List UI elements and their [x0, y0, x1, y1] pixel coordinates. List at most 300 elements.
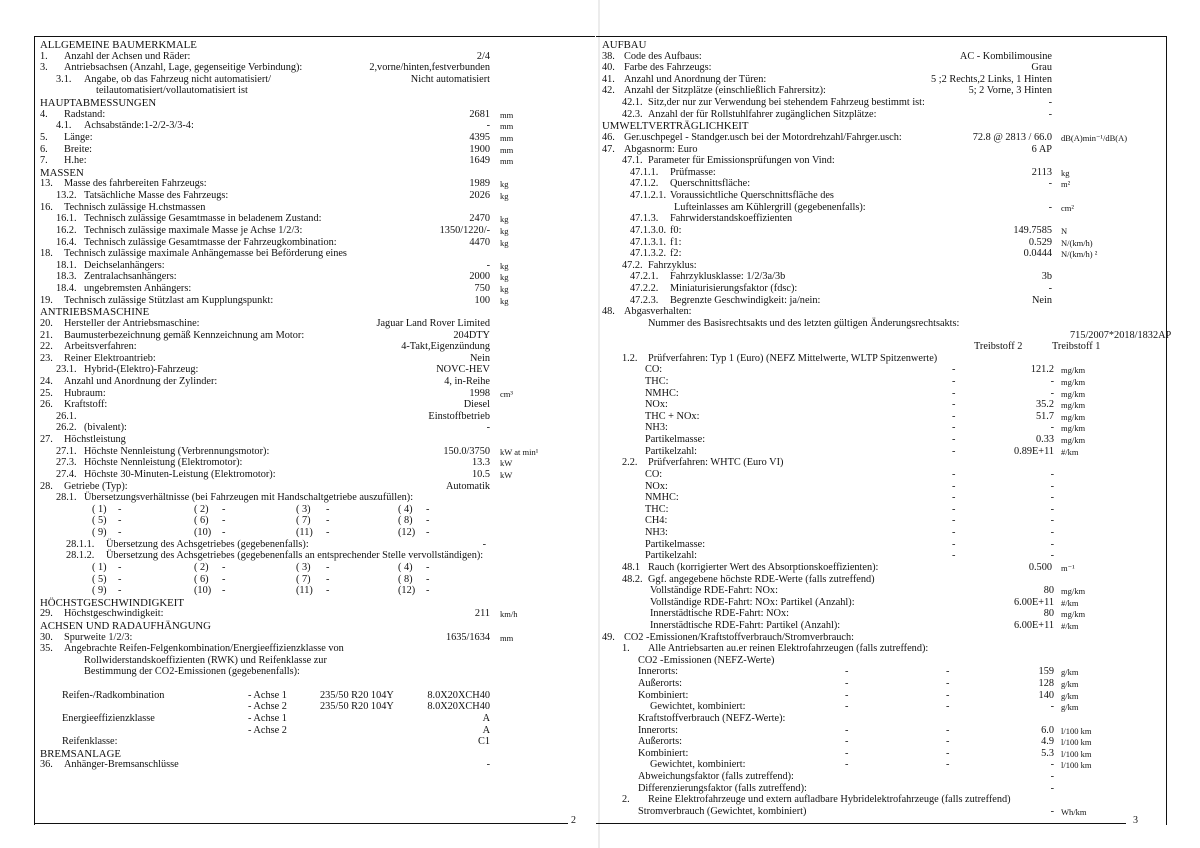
item-number: 47.1.3.2. [630, 248, 667, 260]
emission-fuel2: - [952, 468, 956, 480]
gear-index: ( 6) [194, 515, 209, 527]
unit: m² [1061, 179, 1071, 190]
item-label: Anzahl und Anordnung der Türen: [624, 73, 767, 85]
item-value: Einstoffbetrieb [428, 410, 490, 422]
item-label: Übersetzung des Achsgetriebes (gegebenenfalls an entsprechender Stelle vervollständigen): [106, 550, 484, 562]
item-number: 26.1. [56, 410, 77, 422]
gear-value: - [118, 585, 122, 597]
item-value: - [486, 120, 490, 132]
unit: mg/km [1061, 388, 1086, 399]
unit: mm [500, 632, 514, 643]
unit: mg/km [1061, 400, 1086, 411]
item-value: 149.7585 [1013, 224, 1052, 236]
item-label: Höchstgeschwindigkeit: [64, 608, 164, 620]
emission-label: NOx: [645, 399, 668, 411]
item-label: Hersteller der Antriebsmaschine: [64, 317, 200, 329]
factor-label: Abweichungsfaktor (falls zutreffend): [638, 771, 794, 783]
item-number: 47.1.3.0. [630, 224, 667, 236]
gear-index: ( 5) [92, 573, 107, 585]
section-heading: ANTRIEBSMASCHINE [40, 306, 150, 319]
gear-index: (12) [398, 527, 416, 539]
emission-label: Partikelmasse: [645, 538, 706, 550]
item-number: 47.2.2. [630, 283, 659, 295]
emission-fuel2: - [952, 410, 956, 422]
emission-label: THC: [645, 375, 669, 387]
item-label: f1: [670, 236, 682, 248]
consumption-value: 4.9 [1041, 736, 1054, 748]
unit: #/km [1061, 621, 1079, 631]
item-label: Achsabstände:1-2/2-3/3-4: [84, 120, 194, 132]
item-label: Nummer des Basisrechtsakts und des letzten gültigen Änderungsrechtsakts: [648, 317, 960, 329]
item-number: 38. [602, 50, 615, 62]
gear-index: ( 7) [296, 573, 311, 585]
emission-fuel2: - [952, 422, 956, 434]
item-number: 4.1. [56, 120, 72, 132]
emission-fuel1: - [1050, 503, 1054, 515]
section-heading: ACHSEN UND RADAUFHÄNGUNG [40, 620, 211, 632]
gear-index: ( 1) [92, 503, 107, 515]
emission-fuel2: - [952, 527, 956, 539]
item-number: 23. [40, 352, 53, 364]
item-number: 47.2.3. [630, 294, 659, 306]
left-page-frame [34, 36, 595, 825]
unit: #/km [1061, 597, 1079, 608]
rde-label: Innerstädtische RDE-Fahrt: Partikel (Anzahl): [650, 620, 841, 631]
value: - [1050, 805, 1054, 817]
rde-value: 80 [1043, 608, 1054, 620]
consumption-label: Außerorts: [638, 736, 683, 748]
gear-value: - [326, 561, 330, 573]
unit: kg [500, 284, 509, 295]
unit: kW [500, 469, 513, 480]
item-label: teilautomatisiert/vollautomatisiert ist [96, 85, 248, 97]
item-value: 0.529 [1028, 236, 1052, 248]
consumption-col2: - [946, 759, 950, 771]
item-label: Prüfmasse: [670, 166, 716, 178]
rde-label: Vollständige RDE-Fahrt: NOx: [650, 585, 778, 597]
gear-value: - [222, 561, 226, 573]
unit: N/(km/h) [1061, 237, 1093, 248]
item-number: 46. [602, 131, 615, 143]
gear-value: - [426, 527, 430, 539]
gear-value: - [326, 527, 330, 539]
item-value: 150.0/3750 [443, 445, 490, 457]
unit: mg/km [1061, 411, 1086, 422]
section-heading: UMWELTVERTRÄGLICHKEIT [602, 120, 749, 133]
unit: N [1061, 225, 1068, 236]
rim-value: A [482, 712, 490, 724]
item-value: - [486, 759, 490, 771]
emission-fuel1: - [1050, 468, 1054, 480]
item-label: Bestimmung der CO2-Emissionen (gegebenenfalls): [84, 666, 300, 678]
item-value: Nein [1031, 294, 1052, 306]
item-label: Anzahl der für Rollstuhlfahrer zugänglichen Sitzplätze: [648, 108, 877, 120]
item-number: 27.4. [56, 468, 77, 480]
emission-fuel2: - [952, 550, 956, 562]
unit: kg [500, 295, 509, 306]
item-value: 211 [474, 608, 490, 620]
item-label: Spurweite 1/2/3: [64, 631, 133, 643]
item-value: - [1048, 97, 1052, 109]
item-value: 4, in-Reihe [444, 375, 490, 387]
factor-value: - [1050, 771, 1054, 783]
gear-value: - [326, 503, 330, 515]
item-label: Abgasverhalten: [624, 306, 692, 318]
emission-fuel2: - [952, 480, 956, 492]
item-number: 3. [40, 62, 48, 74]
section-heading: BREMSANLAGE [40, 747, 121, 760]
gear-value: - [426, 585, 430, 597]
item-number: 16.4. [56, 236, 77, 248]
tyre-size: 235/50 R20 104Y [320, 701, 394, 713]
item-value: 13.3 [471, 457, 490, 469]
consumption-col1: - [845, 678, 849, 690]
item-value: Diesel [463, 399, 490, 411]
gear-index: (10) [194, 527, 212, 539]
gear-index: ( 4) [398, 503, 413, 515]
gear-value: - [222, 527, 226, 539]
emission-fuel1: - [1050, 492, 1054, 504]
item-label: Lufteinlasses am Kühlergrill (gegebenenfalls): [674, 201, 866, 213]
consumption-value: - [1050, 701, 1054, 713]
fuel-column-header: Treibstoff 1 [1052, 341, 1101, 353]
unit: mg/km [1061, 365, 1086, 376]
item-label: Voraussichtliche Querschnittsfläche des [670, 190, 834, 202]
emission-fuel1: - [1050, 387, 1054, 399]
item-value: 750 [474, 283, 490, 295]
emission-fuel1: 121.2 [1030, 364, 1054, 376]
item-number: 6. [40, 143, 48, 155]
item-number: 47.1.3. [630, 213, 659, 225]
tyre-size: 235/50 R20 104Y [320, 689, 394, 701]
unit: g/km [1061, 690, 1079, 701]
item-number: 16.2. [56, 224, 77, 236]
gear-value: - [118, 527, 122, 539]
item-value: NOVC-HEV [436, 364, 490, 376]
item-value: Grau [1031, 62, 1052, 74]
consumption-label: Innerorts: [638, 724, 679, 736]
item-number: 27. [40, 434, 53, 446]
item-label: Getriebe (Typ): [64, 480, 128, 492]
emission-fuel1: 0.89E+11 [1013, 445, 1054, 457]
axle-label: - Achse 2 [248, 701, 287, 713]
item-label: Fahrzyklusklasse: 1/2/3a/3b [670, 271, 786, 283]
item-label: Anzahl der Achsen und Räder: [64, 50, 191, 62]
emission-fuel1: 51.7 [1035, 410, 1054, 422]
item-label: ungebremsten Anhängers: [84, 283, 192, 295]
item-label: Höchstleistung [64, 434, 126, 446]
item-label: Ggf. angegebene höchste RDE-Werte (falls zutreffend) [648, 573, 875, 585]
unit: kg [500, 191, 509, 202]
unit: l/100 km [1061, 725, 1092, 736]
item-label: Höchste Nennleistung (Elektromotor): [84, 457, 243, 469]
item-value: Nein [469, 352, 490, 364]
unit: g/km [1061, 679, 1079, 690]
emission-label: NH3: [645, 527, 668, 539]
item-number: 5. [40, 131, 48, 143]
gear-index: (10) [194, 585, 212, 597]
item-number: 42. [602, 85, 615, 97]
gear-value: - [222, 573, 226, 585]
item-number: 47.2. [622, 259, 643, 271]
item-value: 4395 [469, 131, 490, 143]
left-page-bottom-rule [34, 823, 568, 824]
consumption-value: 5.3 [1041, 747, 1054, 759]
item-value: 1998 [469, 387, 490, 399]
gear-index: (11) [296, 527, 313, 539]
gear-value: - [426, 561, 430, 573]
item-number: 27.1. [56, 445, 77, 457]
item-label: Begrenzte Geschwindigkeit: ja/nein: [670, 294, 821, 306]
unit: mm [500, 121, 514, 132]
item-number: 18.4. [56, 283, 77, 295]
item-label: f0: [670, 224, 682, 236]
item-label: Parameter für Emissionsprüfungen von Vind: [648, 155, 835, 167]
item-label: Sitz,der nur zur Verwendung bei stehendem Fahrzeug bestimmt ist: [648, 97, 925, 109]
item-label: Code des Aufbaus: [624, 50, 702, 62]
gear-index: ( 9) [92, 527, 107, 539]
consumption-label: Gewichtet, kombiniert: [650, 759, 746, 771]
regulation-number: 715/2007*2018/1832AP [1070, 329, 1172, 341]
gear-value: - [326, 515, 330, 527]
item-value: 0.0444 [1023, 248, 1052, 260]
right-page-bottom-rule [596, 823, 1126, 824]
emission-fuel2: - [952, 445, 956, 457]
unit: g/km [1061, 702, 1079, 713]
unit: l/100 km [1061, 760, 1092, 771]
gear-index: ( 5) [92, 515, 107, 527]
item-label: Breite: [64, 143, 93, 155]
section-heading: HAUPTABMESSUNGEN [40, 97, 157, 110]
subheading: Kraftstoffverbrauch (NEFZ-Werte): [638, 712, 786, 724]
emission-fuel2: - [952, 538, 956, 550]
unit: dB(A)min⁻¹/dB(A) [1061, 132, 1128, 143]
emission-fuel1: - [1050, 422, 1054, 434]
item-label: Abgasnorm: Euro [624, 143, 698, 155]
gear-index: ( 7) [296, 515, 311, 527]
item-value: - [482, 538, 486, 550]
unit: kW at min¹ [500, 446, 539, 457]
emission-label: THC: [645, 503, 669, 515]
item-number: 13. [40, 178, 53, 190]
item-number: 2. [622, 794, 630, 806]
unit: kg [500, 214, 509, 225]
consumption-col1: - [845, 759, 849, 771]
item-value: 0.500 [1028, 561, 1052, 573]
unit: l/100 km [1061, 748, 1092, 759]
item-label: Höchste Nennleistung (Verbrennungsmotor): [84, 445, 270, 457]
item-number: 49. [602, 631, 615, 643]
item-label: Zentralachsanhängers: [84, 271, 177, 283]
item-number: 4. [40, 108, 48, 120]
item-label: Technisch zulässige Gesamtmasse der Fahrzeugkombination: [84, 236, 337, 248]
item-number: 28.1.2. [66, 550, 95, 562]
gear-value: - [426, 503, 430, 515]
item-value: 1649 [469, 155, 490, 167]
unit: kg [500, 260, 509, 271]
item-label: Hybrid-(Elektro)-Fahrzeug: [84, 364, 199, 376]
item-label: Kraftstoff: [64, 399, 108, 411]
item-number: 28. [40, 480, 53, 492]
item-value: 4470 [469, 236, 490, 248]
item-label: Ger.uschpegel - Standger.usch bei der Motordrehzahl/Fahrger.usch: [624, 131, 902, 143]
item-number: 24. [40, 375, 53, 387]
emission-label: Partikelmasse: [645, 434, 706, 446]
item-number: 48.1 [622, 561, 641, 573]
item-value: 2/4 [476, 50, 490, 62]
item-number: 1. [40, 50, 48, 62]
item-value: 10.5 [471, 468, 490, 480]
gear-value: - [222, 503, 226, 515]
item-value: Jaguar Land Rover Limited [376, 317, 490, 329]
tyre-label: Reifenklasse: [62, 736, 118, 748]
emission-fuel2: - [952, 364, 956, 376]
emission-fuel1: 0.33 [1035, 434, 1054, 446]
item-label: Länge: [64, 131, 93, 143]
item-value: 204DTY [453, 329, 490, 341]
item-value: - [1048, 178, 1052, 190]
item-label: Masse des fahrbereiten Fahrzeugs: [64, 178, 207, 190]
item-label: Übersetzungsverhältnisse (bei Fahrzeugen mit Handschaltgetriebe auszufüllen): [84, 492, 414, 504]
item-label: Alle Antriebsarten au.er reinen Elektrofahrzeugen (falls zutreffend): [648, 643, 929, 655]
item-value: 1989 [469, 178, 490, 190]
consumption-label: Innerorts: [638, 666, 679, 678]
item-number: 1. [622, 643, 630, 655]
emission-fuel1: - [1050, 527, 1054, 539]
item-value: 5 ;2 Rechts,2 Links, 1 Hinten [931, 73, 1052, 85]
gear-index: ( 2) [194, 503, 209, 515]
subheading: CO2 -Emissionen (NEFZ-Werte) [638, 654, 775, 666]
unit: l/100 km [1061, 737, 1092, 748]
gear-index: (11) [296, 585, 313, 597]
item-number: 47.1.2.1. [630, 190, 667, 202]
factor-label: Differenzierungsfaktor (falls zutreffend): [638, 782, 807, 794]
item-label: Rauch (korrigierter Wert des Absorptionskoeffizienten): [648, 561, 879, 573]
section-heading: ALLGEMEINE BAUMERKMALE [40, 39, 197, 51]
item-label: Angabe, ob das Fahrzeug nicht automatisiert/ [84, 73, 272, 85]
unit: Wh/km [1061, 806, 1087, 817]
consumption-col2: - [946, 724, 950, 736]
unit: kW [500, 458, 513, 469]
item-number: 29. [40, 608, 53, 620]
item-value: 2113 [1031, 166, 1052, 178]
gear-index: ( 9) [92, 585, 107, 597]
item-label: Angebrachte Reifen-Felgenkombination/Energieeffizienzklasse von [64, 643, 344, 655]
item-label: Technisch zulässige Gesamtmasse in beladenem Zustand: [84, 213, 322, 225]
emission-fuel1: - [1050, 550, 1054, 562]
item-value: Automatik [445, 480, 490, 492]
item-value: 2,vorne/hinten,festverbunden [369, 62, 490, 74]
rim-value: A [482, 724, 490, 736]
emission-label: Partikelzahl: [645, 550, 698, 562]
emission-fuel2: - [952, 375, 956, 387]
item-number: 40. [602, 62, 615, 74]
item-value: 3b [1041, 271, 1052, 283]
item-value: - [1048, 283, 1052, 295]
rde-value: 6.00E+11 [1013, 596, 1054, 608]
emission-fuel1: - [1050, 515, 1054, 527]
item-number: 48. [602, 306, 615, 318]
item-label: Reiner Elektroantrieb: [64, 352, 156, 364]
emission-fuel1: - [1050, 538, 1054, 550]
emission-fuel2: - [952, 492, 956, 504]
item-value: - [1048, 201, 1052, 213]
item-label: H.he: [64, 155, 87, 167]
axle-label: - Achse 1 [248, 712, 287, 724]
item-number: 26. [40, 399, 53, 411]
unit: mg/km [1061, 435, 1086, 446]
item-label: Technisch zulässige maximale Anhängemasse bei Beförderung eines [64, 248, 347, 260]
right-page-number: 3 [1133, 815, 1138, 826]
consumption-col2: - [946, 666, 950, 678]
consumption-col1: - [845, 747, 849, 759]
item-value: - [486, 422, 490, 434]
gear-value: - [222, 515, 226, 527]
unit: mm [500, 144, 514, 155]
item-number: 2.2. [622, 457, 638, 469]
item-number: 42.3. [622, 108, 643, 120]
item-label: Arbeitsverfahren: [64, 341, 137, 353]
consumption-label: Kombiniert: [638, 747, 689, 759]
item-label: Baumusterbezeichnung gemäß Kennzeichnung am Motor: [64, 329, 305, 341]
item-number: 42.1. [622, 97, 643, 109]
emission-label: NMHC: [645, 387, 679, 399]
item-value: 2000 [469, 271, 490, 283]
item-label: Technisch zulässige Stützlast am Kupplungspunkt: [64, 294, 274, 306]
item-label: CO2 -Emissionen/Kraftstoffverbrauch/Stromverbrauch: [624, 631, 855, 643]
consumption-label: Gewichtet, kombiniert: [650, 701, 746, 713]
consumption-col1: - [845, 701, 849, 713]
item-number: 19. [40, 294, 53, 306]
unit: mm [500, 132, 514, 143]
rim-value: 8.0X20XCH40 [427, 701, 490, 713]
item-number: 28.1. [56, 492, 77, 504]
consumption-col2: - [946, 736, 950, 748]
right-page-frame [596, 36, 1167, 825]
item-number: 47. [602, 143, 615, 155]
item-value: 2026 [469, 190, 490, 202]
unit: km/h [500, 609, 518, 620]
item-number: 16.1. [56, 213, 77, 225]
emission-label: THC + NOx: [645, 410, 700, 422]
consumption-col1: - [845, 666, 849, 678]
emission-fuel2: - [952, 434, 956, 446]
item-number: 27.3. [56, 457, 77, 469]
axle-label: - Achse 2 [248, 724, 287, 736]
gear-value: - [326, 585, 330, 597]
unit: kg [500, 272, 509, 283]
gear-index: ( 2) [194, 561, 209, 573]
gear-value: - [326, 573, 330, 585]
gear-value: - [118, 573, 122, 585]
item-number: 3.1. [56, 73, 72, 85]
consumption-value: - [1050, 759, 1054, 771]
unit: mm [500, 156, 514, 167]
item-number: 18. [40, 248, 53, 260]
item-value: 72.8 @ 2813 / 66.0 [972, 131, 1052, 143]
rim-value: C1 [477, 736, 490, 748]
consumption-value: 140 [1038, 689, 1054, 701]
emission-label: Partikelzahl: [645, 445, 698, 457]
item-number: 22. [40, 341, 53, 353]
item-label: Miniaturisierungsfaktor (fdsc): [670, 283, 798, 295]
item-number: 16. [40, 201, 53, 213]
left-page-number: 2 [571, 815, 576, 826]
gear-index: ( 3) [296, 503, 311, 515]
section-heading: MASSEN [40, 166, 84, 179]
item-label: Übersetzung des Achsgetriebes (gegebenenfalls): [106, 538, 309, 550]
item-label: Prüfverfahren: WHTC (Euro VI) [648, 457, 784, 469]
